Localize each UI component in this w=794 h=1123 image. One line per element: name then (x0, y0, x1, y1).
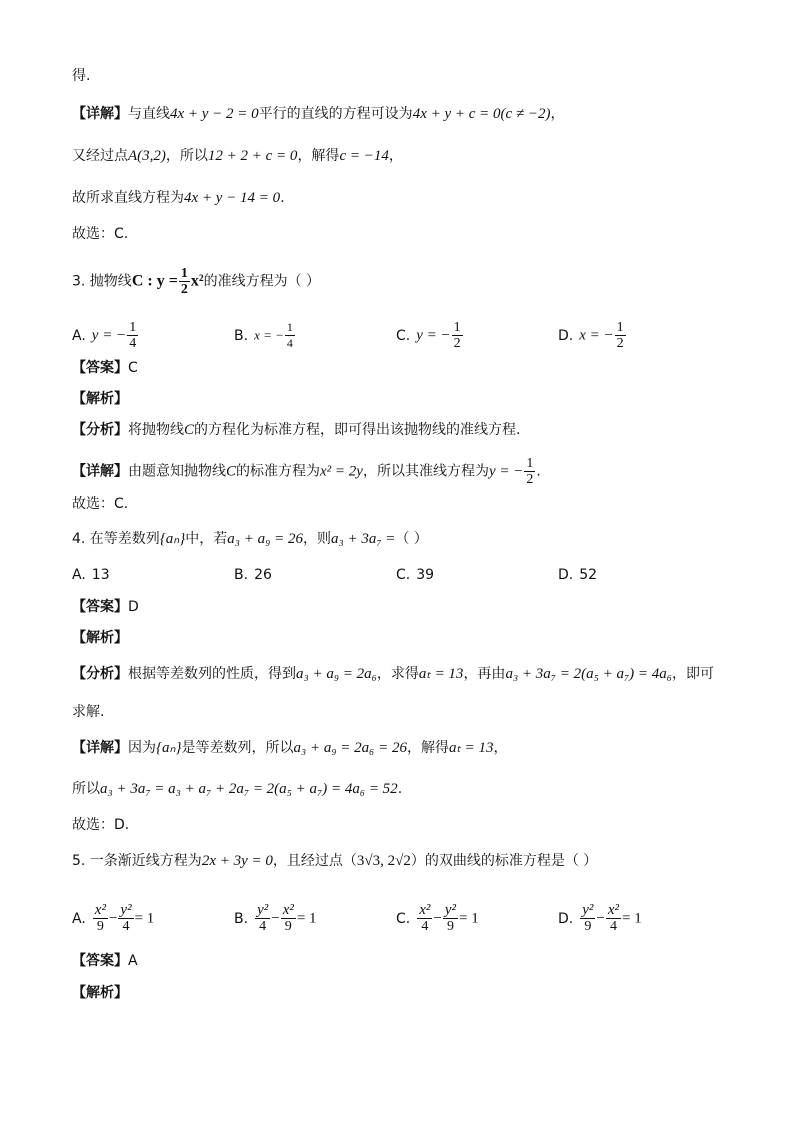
q2-detail-line3: 故所求直线方程为4x + y − 14 = 0. (72, 190, 285, 206)
q4-option-b[interactable]: B. 26 (234, 567, 272, 583)
q5-option-c[interactable]: C. $\frac{\text{x²}}{4}$ − $\frac{\text{y²}}{9}$ = 1 (396, 902, 479, 934)
q2-detail-line2: 又经过点A(3,2)，所以12 + 2 + c = 0，解得c = −14， (72, 148, 403, 164)
q4-option-c[interactable]: C. 39 (396, 567, 435, 583)
q3-option-d[interactable]: D. x = − $\frac{1}{2}$ (558, 320, 624, 351)
q3-detail: 【详解】由题意知抛物线C的标准方程为x² = 2y，所以其准线方程为y = − $\frac{1}{2}$ . (72, 456, 541, 487)
q5-analysis-label: 【解析】 (72, 985, 128, 1001)
q4-detail: 【详解】因为{aₙ}是等差数列，所以a₃ + a₉ = 2a₆ = 26，解得aₜ = 13， (72, 740, 508, 756)
q4-option-a[interactable]: A. 13 (72, 567, 110, 583)
q5-option-a[interactable]: A. $\frac{\text{x²}}{9}$ − $\frac{\text{y²}}{4}$ = 1 (72, 902, 155, 934)
detail-label: 【详解】 (72, 106, 128, 122)
q4-analysis-label: 【解析】 (72, 630, 128, 646)
q4-fenxi-line2: 求解. (72, 704, 105, 720)
q4-stem: 4. 在等差数列{aₙ}中，若a₃ + a₉ = 26，则a₃ + 3a₇ =（ ） (72, 531, 428, 547)
q4-option-d[interactable]: D. 52 (558, 567, 598, 583)
q3-option-a[interactable]: A. y = − $\frac{1}{4}$ (72, 320, 137, 351)
q2-choice: 故选：C. (72, 226, 129, 242)
q3-fenxi: 【分析】将抛物线C的方程化为标准方程，即可得出该抛物线的准线方程. (72, 422, 521, 438)
q3-option-b[interactable]: B. x = − $\frac{1}{4}$ (234, 320, 293, 350)
q3-option-c[interactable]: C. y = − $\frac{1}{2}$ (396, 320, 461, 351)
q4-answer: 【答案】D (72, 599, 139, 615)
q4-choice: 故选：D. (72, 817, 130, 833)
q5-stem: 5. 一条渐近线方程为2x + 3y = 0，且经过点（3√3, 2√2）的双曲线的标准方程是（ ） (72, 853, 598, 869)
q3-stem-fraction: $\frac{1}{2}$ (180, 266, 188, 297)
q3-analysis-label: 【解析】 (72, 391, 128, 407)
q3-answer: 【答案】C (72, 360, 138, 376)
q5-option-b[interactable]: B. $\frac{\text{y²}}{4}$ − $\frac{\text{x²}}{9}$ = 1 (234, 902, 317, 934)
q4-detail-line2: 所以a₃ + 3a₇ = a₃ + a₇ + 2a₇ = 2(a₅ + a₇) = 4a₆ = 52. (72, 781, 403, 797)
q2-detail-line1: 【详解】与直线4x + y − 2 = 0平行的直线的方程可设为4x + y + c = 0(c ≠ −2)， (72, 106, 565, 122)
q4-fenxi: 【分析】根据等差数列的性质，得到a₃ + a₉ = 2a₆，求得aₜ = 13，再由a₃ + 3a₇ = 2(a₅ + a₇) = 4a₆，即可 (72, 666, 714, 682)
q5-option-d[interactable]: D. $\frac{\text{y²}}{9}$ − $\frac{\text{x²}}{4}$ = 1 (558, 902, 642, 934)
q3-stem: 3. 抛物线C : y = $\frac{1}{2}$ x²的准线方程为（ ） (72, 266, 321, 297)
q3-choice: 故选：C. (72, 496, 129, 512)
q5-answer: 【答案】A (72, 953, 138, 969)
q2-tail: 得. (72, 68, 91, 84)
